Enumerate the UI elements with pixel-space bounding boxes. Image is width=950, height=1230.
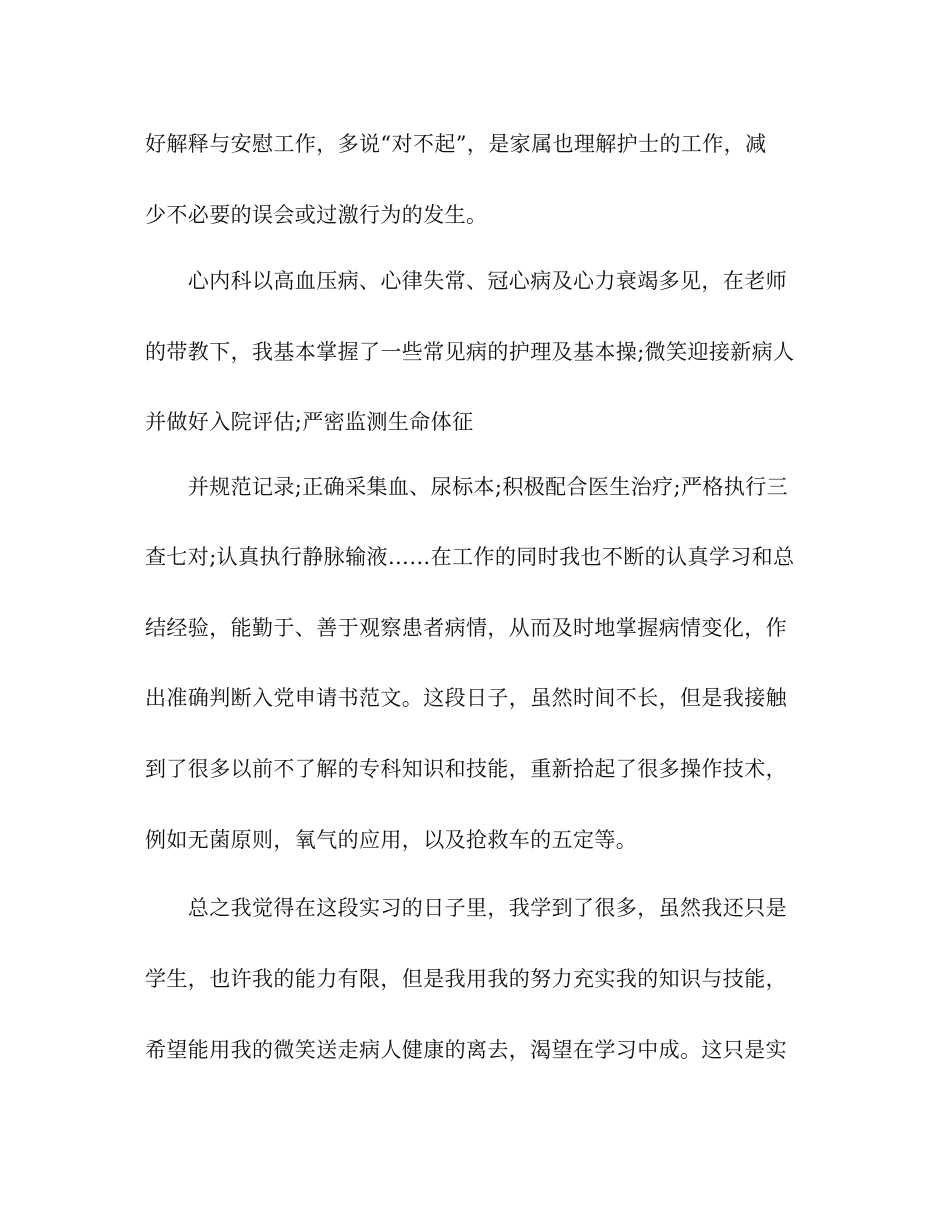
text-line: 学生，也许我的能力有限，但是我用我的努力充实我的知识与技能，	[145, 967, 787, 991]
paragraph-start-line: 总之我觉得在这段实习的日子里，我学到了很多，虽然我还只是	[145, 896, 787, 920]
text-line: 希望能用我的微笑送走病人健康的离去，渴望在学习中成。这只是实	[145, 1038, 787, 1062]
paragraph-start-line: 心内科以高血压病、心律失常、冠心病及心力衰竭多见，在老师	[145, 269, 787, 293]
text-line: 结经验，能勤于、善于观察患者病情，从而及时地掌握病情变化，作	[145, 616, 787, 640]
text-line: 出准确判断入党申请书范文。这段日子，虽然时间不长，但是我接触	[145, 686, 787, 710]
text-line: 好解释与安慰工作，多说“对不起”，是家属也理解护士的工作，减	[145, 132, 767, 156]
text-line: 例如无菌原则，氧气的应用，以及抢救车的五定等。	[145, 828, 638, 852]
text-line: 并做好入院评估;严密监测生命体征	[145, 410, 474, 434]
text-line: 少不必要的误会或过激行为的发生。	[145, 203, 488, 227]
paragraph-start-line: 并规范记录;正确采集血、尿标本;积极配合医生治疗;严格执行三	[145, 475, 789, 499]
text-line: 的带教下，我基本掌握了一些常见病的护理及基本操;微笑迎接新病人	[145, 340, 795, 364]
text-line: 到了很多以前不了解的专科知识和技能，重新拾起了很多操作技术，	[145, 757, 787, 781]
text-line: 查七对;认真执行静脉输液……在工作的同时我也不断的认真学习和总	[145, 545, 795, 569]
